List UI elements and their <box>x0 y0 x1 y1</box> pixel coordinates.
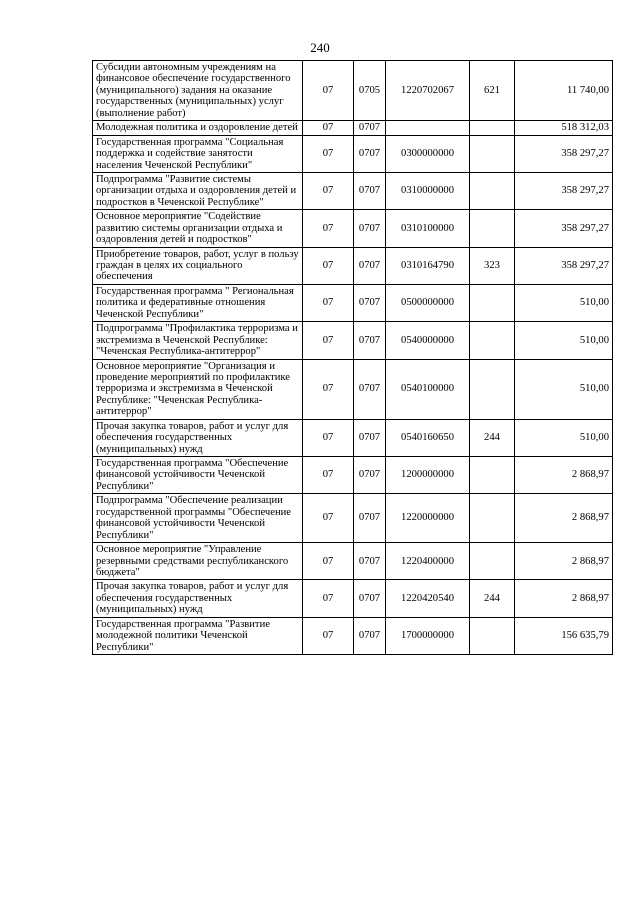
row-name-cell: Подпрограмма "Профилактика терроризма и экстремизма в Чеченской Республике: "Чеченская Республика-антитеррор" <box>93 322 303 359</box>
row-subsection-cell: 0707 <box>354 543 386 580</box>
row-name-cell: Подпрограмма "Обеспечение реализации государственной программы "Обеспечение финансовой устойчивости Чеченской Республики" <box>93 494 303 543</box>
row-target-article-cell: 1220702067 <box>386 61 470 121</box>
table-row <box>93 172 613 209</box>
table-row <box>93 359 613 419</box>
row-target-article-cell: 0310000000 <box>386 172 470 209</box>
row-amount-cell: 358 297,27 <box>515 135 613 172</box>
row-section-cell: 07 <box>303 322 354 359</box>
row-amount-cell: 510,00 <box>515 359 613 419</box>
table-row <box>93 284 613 321</box>
row-expense-type-cell: 621 <box>470 61 515 121</box>
row-expense-type-cell <box>470 322 515 359</box>
row-section-cell: 07 <box>303 419 354 456</box>
row-target-article-cell: 1220400000 <box>386 543 470 580</box>
row-amount-cell: 358 297,27 <box>515 247 613 284</box>
row-name-cell: Государственная программа "Обеспечение финансовой устойчивости Чеченской Республики" <box>93 457 303 494</box>
row-section-cell: 07 <box>303 359 354 419</box>
row-name-cell: Приобретение товаров, работ, услуг в пользу граждан в целях их социального обеспечения <box>93 247 303 284</box>
row-expense-type-cell <box>470 172 515 209</box>
row-subsection-cell: 0707 <box>354 457 386 494</box>
row-amount-cell: 518 312,03 <box>515 121 613 135</box>
row-target-article-cell: 0310164790 <box>386 247 470 284</box>
table-row <box>93 322 613 359</box>
row-subsection-cell: 0707 <box>354 580 386 617</box>
row-section-cell: 07 <box>303 617 354 654</box>
row-amount-cell: 358 297,27 <box>515 210 613 247</box>
row-amount-cell: 2 868,97 <box>515 580 613 617</box>
row-amount-cell: 510,00 <box>515 419 613 456</box>
row-target-article-cell: 0540000000 <box>386 322 470 359</box>
table-row <box>93 247 613 284</box>
row-target-article-cell: 0300000000 <box>386 135 470 172</box>
budget-table <box>92 60 613 655</box>
row-expense-type-cell <box>470 494 515 543</box>
row-name-cell: Основное мероприятие "Организация и проведение мероприятий по профилактике терроризма и экстремизма в Чеченской Республике: "Чеченская Республика-антитеррор" <box>93 359 303 419</box>
row-target-article-cell: 0540100000 <box>386 359 470 419</box>
row-amount-cell: 2 868,97 <box>515 494 613 543</box>
row-target-article-cell <box>386 121 470 135</box>
row-name-cell: Прочая закупка товаров, работ и услуг для обеспечения государственных (муниципальных) нужд <box>93 419 303 456</box>
row-subsection-cell: 0707 <box>354 121 386 135</box>
row-subsection-cell: 0707 <box>354 617 386 654</box>
row-expense-type-cell <box>470 121 515 135</box>
row-section-cell: 07 <box>303 284 354 321</box>
row-name-cell: Государственная программа "Социальная поддержка и содействие занятости населения Чеченской Республики" <box>93 135 303 172</box>
row-amount-cell: 358 297,27 <box>515 172 613 209</box>
row-subsection-cell: 0707 <box>354 284 386 321</box>
row-section-cell: 07 <box>303 247 354 284</box>
row-expense-type-cell <box>470 543 515 580</box>
row-subsection-cell: 0707 <box>354 247 386 284</box>
row-subsection-cell: 0707 <box>354 494 386 543</box>
row-amount-cell: 510,00 <box>515 284 613 321</box>
row-section-cell: 07 <box>303 135 354 172</box>
row-name-cell: Прочая закупка товаров, работ и услуг для обеспечения государственных (муниципальных) нужд <box>93 580 303 617</box>
row-expense-type-cell <box>470 284 515 321</box>
row-subsection-cell: 0707 <box>354 135 386 172</box>
row-amount-cell: 510,00 <box>515 322 613 359</box>
row-target-article-cell: 0310100000 <box>386 210 470 247</box>
row-expense-type-cell: 244 <box>470 580 515 617</box>
row-target-article-cell: 0500000000 <box>386 284 470 321</box>
row-target-article-cell: 1700000000 <box>386 617 470 654</box>
row-expense-type-cell <box>470 359 515 419</box>
row-expense-type-cell <box>470 617 515 654</box>
table-row <box>93 580 613 617</box>
row-section-cell: 07 <box>303 61 354 121</box>
row-target-article-cell: 1200000000 <box>386 457 470 494</box>
row-section-cell: 07 <box>303 543 354 580</box>
row-name-cell: Основное мероприятие "Содействие развитию системы организации отдыха и оздоровления детей и подростков" <box>93 210 303 247</box>
table-row <box>93 617 613 654</box>
row-expense-type-cell <box>470 457 515 494</box>
table-row <box>93 121 613 135</box>
row-name-cell: Молодежная политика и оздоровление детей <box>93 121 303 135</box>
table-row <box>93 419 613 456</box>
row-target-article-cell: 0540160650 <box>386 419 470 456</box>
row-expense-type-cell: 323 <box>470 247 515 284</box>
row-target-article-cell: 1220000000 <box>386 494 470 543</box>
table-row <box>93 210 613 247</box>
row-section-cell: 07 <box>303 457 354 494</box>
row-expense-type-cell: 244 <box>470 419 515 456</box>
row-subsection-cell: 0705 <box>354 61 386 121</box>
row-amount-cell: 2 868,97 <box>515 543 613 580</box>
row-name-cell: Подпрограмма "Развитие системы организации отдыха и оздоровления детей и подростков в Чеченской Республике" <box>93 172 303 209</box>
table-row <box>93 61 613 121</box>
row-target-article-cell: 1220420540 <box>386 580 470 617</box>
table-row <box>93 457 613 494</box>
row-amount-cell: 11 740,00 <box>515 61 613 121</box>
row-amount-cell: 156 635,79 <box>515 617 613 654</box>
table-row <box>93 494 613 543</box>
row-name-cell: Основное мероприятие "Управление резервными средствами республиканского бюджета" <box>93 543 303 580</box>
row-name-cell: Государственная программа "Развитие молодежной политики Чеченской Республики" <box>93 617 303 654</box>
row-section-cell: 07 <box>303 121 354 135</box>
table-row <box>93 135 613 172</box>
row-subsection-cell: 0707 <box>354 322 386 359</box>
table-row <box>93 543 613 580</box>
row-subsection-cell: 0707 <box>354 210 386 247</box>
row-section-cell: 07 <box>303 580 354 617</box>
row-subsection-cell: 0707 <box>354 172 386 209</box>
row-amount-cell: 2 868,97 <box>515 457 613 494</box>
page-number: 240 <box>310 40 330 55</box>
row-subsection-cell: 0707 <box>354 419 386 456</box>
row-name-cell: Субсидии автономным учреждениям на финансовое обеспечение государственного (муниципального) задания на оказание государственных (муниципальных) услуг (выполнение работ) <box>93 61 303 121</box>
row-section-cell: 07 <box>303 172 354 209</box>
row-subsection-cell: 0707 <box>354 359 386 419</box>
row-section-cell: 07 <box>303 210 354 247</box>
row-section-cell: 07 <box>303 494 354 543</box>
row-expense-type-cell <box>470 135 515 172</box>
budget-table-body <box>93 61 613 655</box>
row-name-cell: Государственная программа " Региональная политика и федеративные отношения Чеченской Республики" <box>93 284 303 321</box>
row-expense-type-cell <box>470 210 515 247</box>
